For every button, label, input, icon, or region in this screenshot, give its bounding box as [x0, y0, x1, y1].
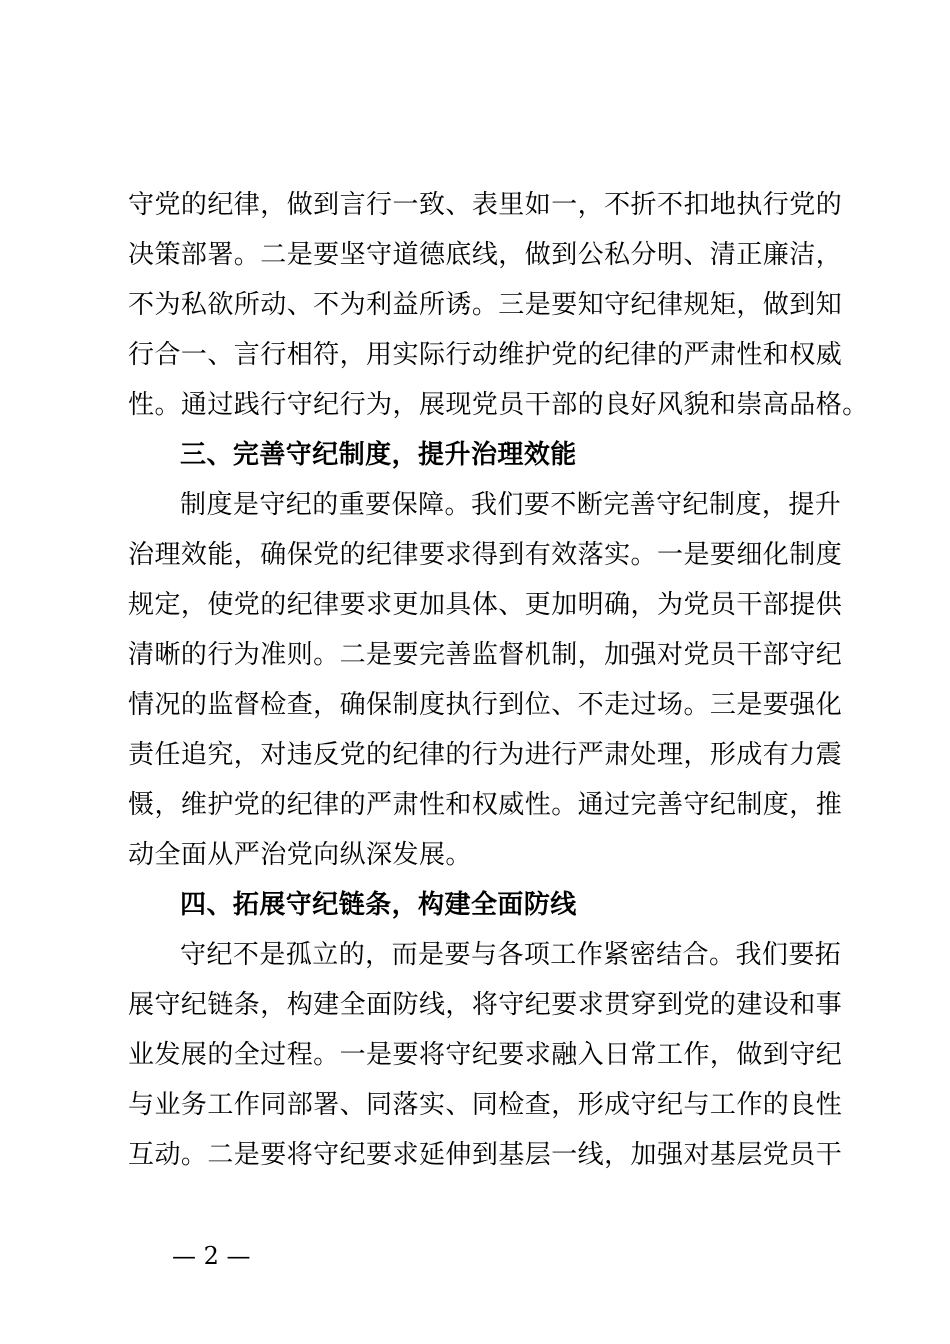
body-line: 动全面从严治党向纵深发展。	[128, 840, 472, 870]
body-line: 性。通过践行守纪行为，展现党员干部的良好风貌和崇高品格。	[128, 390, 869, 420]
body-line: 守纪不是孤立的，而是要与各项工作紧密结合。我们要拓	[180, 940, 842, 970]
section-heading-4: 四、拓展守纪链条，构建全面防线	[180, 890, 577, 920]
body-line: 与业务工作同部署、同落实、同检查，形成守纪与工作的良性	[128, 1090, 843, 1120]
section-heading-3: 三、完善守纪制度，提升治理效能	[180, 440, 577, 470]
document-body	[128, 180, 869, 1180]
body-line: 展守纪链条，构建全面防线，将守纪要求贯穿到党的建设和事	[128, 990, 843, 1020]
body-line: 不为私欲所动、不为利益所诱。三是要知守纪律规矩，做到知	[128, 290, 843, 320]
body-line: 制度是守纪的重要保障。我们要不断完善守纪制度，提升	[180, 490, 842, 520]
body-line: 清晰的行为准则。二是要完善监督机制，加强对党员干部守纪	[128, 640, 843, 670]
body-line: 规定，使党的纪律要求更加具体、更加明确，为党员干部提供	[128, 590, 843, 620]
body-line: 互动。二是要将守纪要求延伸到基层一线，加强对基层党员干	[128, 1140, 843, 1170]
body-line: 行合一、言行相符，用实际行动维护党的纪律的严肃性和权威	[128, 340, 843, 370]
body-line: 慑，维护党的纪律的严肃性和权威性。通过完善守纪制度，推	[128, 790, 843, 820]
page-number: — 2 —	[172, 1242, 251, 1270]
body-line: 守党的纪律，做到言行一致、表里如一，不折不扣地执行党的	[128, 190, 843, 220]
body-line: 治理效能，确保党的纪律要求得到有效落实。一是要细化制度	[128, 540, 843, 570]
body-line: 业发展的全过程。一是要将守纪要求融入日常工作，做到守纪	[128, 1040, 843, 1070]
body-line: 情况的监督检查，确保制度执行到位、不走过场。三是要强化	[128, 690, 843, 720]
body-line: 决策部署。二是要坚守道德底线，做到公私分明、清正廉洁，	[128, 240, 843, 270]
body-line: 责任追究，对违反党的纪律的行为进行严肃处理，形成有力震	[128, 740, 843, 770]
